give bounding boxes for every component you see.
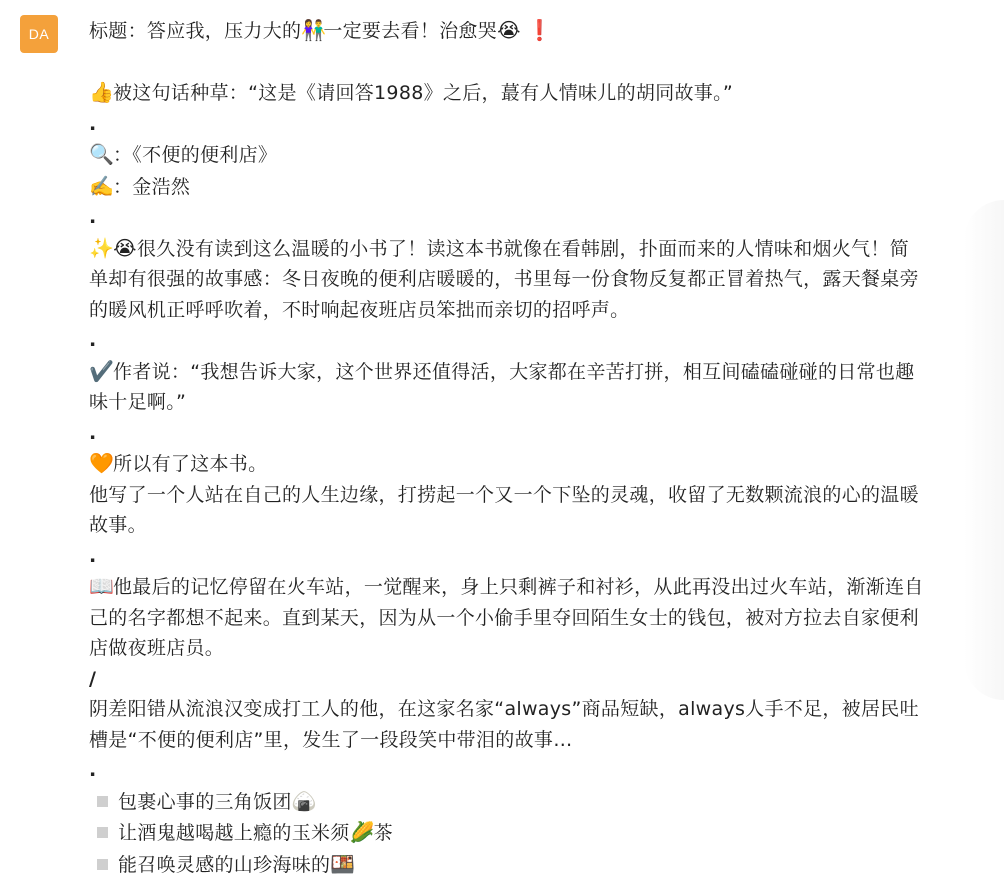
rice-ball-icon: 🍙: [292, 786, 316, 817]
list-item: [89, 786, 924, 818]
so-book-line: [89, 448, 924, 480]
author-quote-text: 作者说：“我想告诉大家，这个世界还值得活，大家都在辛苦打拼，相互间磕磕碰碰的日常也趣味十足啊。”: [89, 361, 914, 414]
review-text: 很久没有读到这么温暖的小书了！读这本书就像在看韩剧，扑面而来的人情味和烟火气！简单却有很强的故事感：冬日夜晚的便利店暖暖的，书里每一份食物反复都正冒着热气，露天餐桌旁的暖风机正呼呼吹着，不时响起夜班店员笨拙而亲切的招呼声。: [89, 238, 919, 321]
dot-separator: .: [89, 541, 924, 572]
list-item: [89, 849, 924, 880]
message-body: [89, 15, 924, 880]
sparkles-icon: ✨: [89, 233, 113, 264]
plot2-paragraph: 阴差阳错从流浪汉变成打工人的他，在这家名家“always”商品短缺，always人手不足，被居民吐槽是“不便的便利店”里，发生了一段段笑中带泪的故事…: [89, 694, 924, 755]
recommend-line: [89, 77, 924, 109]
book-title-line: [89, 139, 924, 171]
crying-face-icon: 😭: [497, 15, 521, 46]
check-mark-icon: ✔️: [89, 356, 113, 387]
plot-text: 他最后的记忆停留在火车站，一觉醒来，身上只剩裤子和衬衫，从此再没出过火车站，渐渐连自己的名字都想不起来。直到某天，因为从一个小偷手里夺回陌生女士的钱包，被对方拉去自家便利店做夜班店员。: [89, 576, 924, 659]
dot-separator: .: [89, 755, 924, 786]
avatar[interactable]: DA: [20, 15, 58, 53]
title-line: [89, 15, 924, 47]
writing-hand-icon: ✍️: [89, 171, 113, 202]
couple-icon: 👫: [301, 15, 323, 46]
crying-face-icon: 😭: [113, 233, 137, 264]
plot-paragraph: [89, 571, 924, 664]
thumbs-up-icon: 👍: [89, 77, 113, 108]
author-line: [89, 171, 924, 203]
slash-separator: /: [89, 664, 924, 695]
scroll-edge-shadow: [964, 200, 1004, 700]
title-prefix: 标题：答应我，压力大的: [89, 20, 301, 42]
dot-separator: .: [89, 418, 924, 449]
author-quote-paragraph: [89, 356, 924, 418]
review-paragraph: [89, 233, 924, 326]
list-item: [89, 817, 924, 849]
corn-icon: 🌽: [350, 817, 374, 848]
red-exclamation-icon: ❗: [527, 15, 551, 46]
dot-separator: .: [89, 202, 924, 233]
dot-separator: .: [89, 109, 924, 140]
list-item-text: 包裹心事的三角饭团: [118, 791, 292, 813]
bullet-square: [97, 796, 108, 807]
bullet-square: [97, 827, 108, 838]
title-mid: 一定要去看！治愈哭: [323, 20, 497, 42]
list-item-text: 让酒鬼越喝越上瘾的玉米须: [118, 822, 350, 844]
open-book-icon: 📖: [89, 571, 113, 602]
book-title: ：《不便的便利店》: [113, 144, 277, 166]
bullet-square: [97, 859, 108, 870]
author-name: ：金浩然: [113, 176, 190, 198]
dot-separator: .: [89, 325, 924, 356]
list-item-suffix: 茶: [374, 822, 393, 844]
recommend-text: 被这句话种草：“这是《请回答1988》之后，蕞有人情味儿的胡同故事。”: [113, 82, 733, 104]
magnifier-icon: 🔍: [89, 139, 113, 170]
so-book-text: 所以有了这本书。: [113, 453, 267, 475]
spacer: [89, 47, 924, 78]
bento-box-icon: 🍱: [330, 849, 354, 880]
summary-paragraph: 他写了一个人站在自己的人生边缘，打捞起一个又一个下坠的灵魂，收留了无数颗流浪的心的温暖故事。: [89, 480, 924, 541]
orange-heart-icon: 🧡: [89, 448, 113, 479]
list-item-text: 能召唤灵感的山珍海味的: [118, 854, 330, 876]
